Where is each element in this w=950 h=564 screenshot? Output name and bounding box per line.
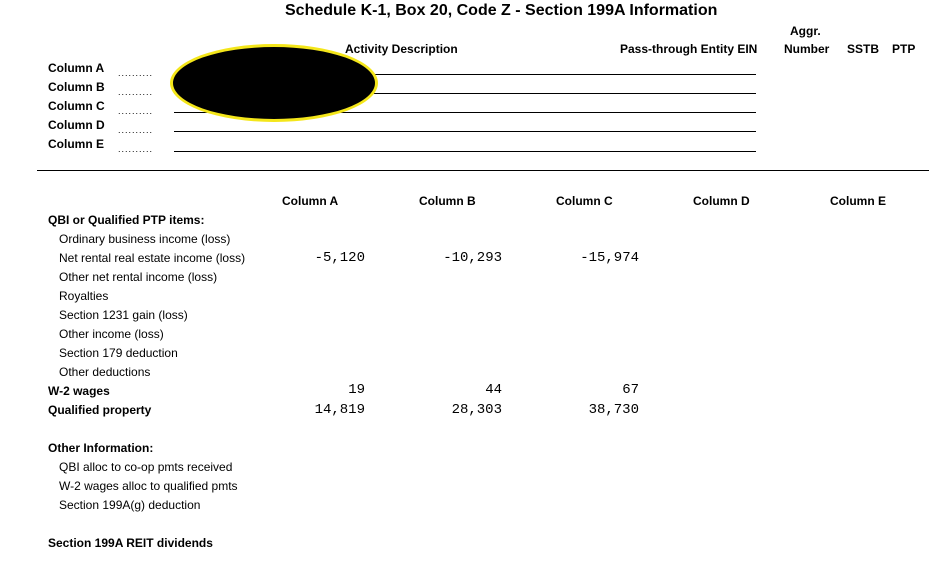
other-info-item: Section 199A(g) deduction <box>59 498 201 512</box>
w2-wages-value: 67 <box>622 382 639 398</box>
qbi-item: Royalties <box>59 289 109 303</box>
column-header: Column A <box>282 194 339 208</box>
qbi-item: Other income (loss) <box>59 327 164 341</box>
sstb-header: SSTB <box>847 42 880 56</box>
column-header: Column E <box>830 194 886 208</box>
activity-line <box>174 151 756 152</box>
page-title: Schedule K-1, Box 20, Code Z - Section 199A Information <box>285 2 718 19</box>
aggr-header-line1: Aggr. <box>790 24 821 38</box>
other-info-item: W-2 wages alloc to qualified pmts <box>59 479 238 493</box>
qualified-property-value: 28,303 <box>451 402 502 418</box>
other-info-heading: Other Information: <box>48 441 154 455</box>
column-header: Column C <box>556 194 613 208</box>
activity-description-header: Activity Description <box>345 42 458 56</box>
section-divider <box>37 170 929 171</box>
net-rental-value: -10,293 <box>443 250 502 266</box>
activity-line <box>174 131 756 132</box>
net-rental-value: -5,120 <box>314 250 365 266</box>
activity-row-label: Column A <box>48 61 105 75</box>
ptp-header: PTP <box>892 42 916 56</box>
activity-row-label: Column B <box>48 80 105 94</box>
qualified-property-label: Qualified property <box>48 403 152 417</box>
leader-dots: .......... <box>118 144 154 154</box>
qbi-item: Other net rental income (loss) <box>59 270 218 284</box>
aggr-header-line2: Number <box>784 42 830 56</box>
qbi-heading: QBI or Qualified PTP items: <box>48 213 205 227</box>
qbi-item: Net rental real estate income (loss) <box>59 251 246 265</box>
redaction-mark <box>170 44 378 122</box>
leader-dots: .......... <box>118 87 154 97</box>
activity-row-label: Column C <box>48 99 105 113</box>
column-header: Column B <box>419 194 476 208</box>
leader-dots: .......... <box>118 68 154 78</box>
activity-row-label: Column D <box>48 118 105 132</box>
leader-dots: .......... <box>118 125 154 135</box>
net-rental-value: -15,974 <box>580 250 639 266</box>
activity-row-label: Column E <box>48 137 104 151</box>
qualified-property-value: 14,819 <box>314 402 365 418</box>
qbi-item: Section 1231 gain (loss) <box>59 308 188 322</box>
qualified-property-value: 38,730 <box>588 402 639 418</box>
qbi-item: Other deductions <box>59 365 151 379</box>
qbi-item: Section 179 deduction <box>59 346 178 360</box>
ein-header: Pass-through Entity EIN <box>620 42 758 56</box>
w2-wages-label: W-2 wages <box>48 384 110 398</box>
qbi-item: Ordinary business income (loss) <box>59 232 231 246</box>
w2-wages-value: 19 <box>348 382 365 398</box>
reit-dividends-label: Section 199A REIT dividends <box>48 536 213 550</box>
other-info-item: QBI alloc to co-op pmts received <box>59 460 233 474</box>
w2-wages-value: 44 <box>485 382 502 398</box>
column-header: Column D <box>693 194 750 208</box>
leader-dots: .......... <box>118 106 154 116</box>
